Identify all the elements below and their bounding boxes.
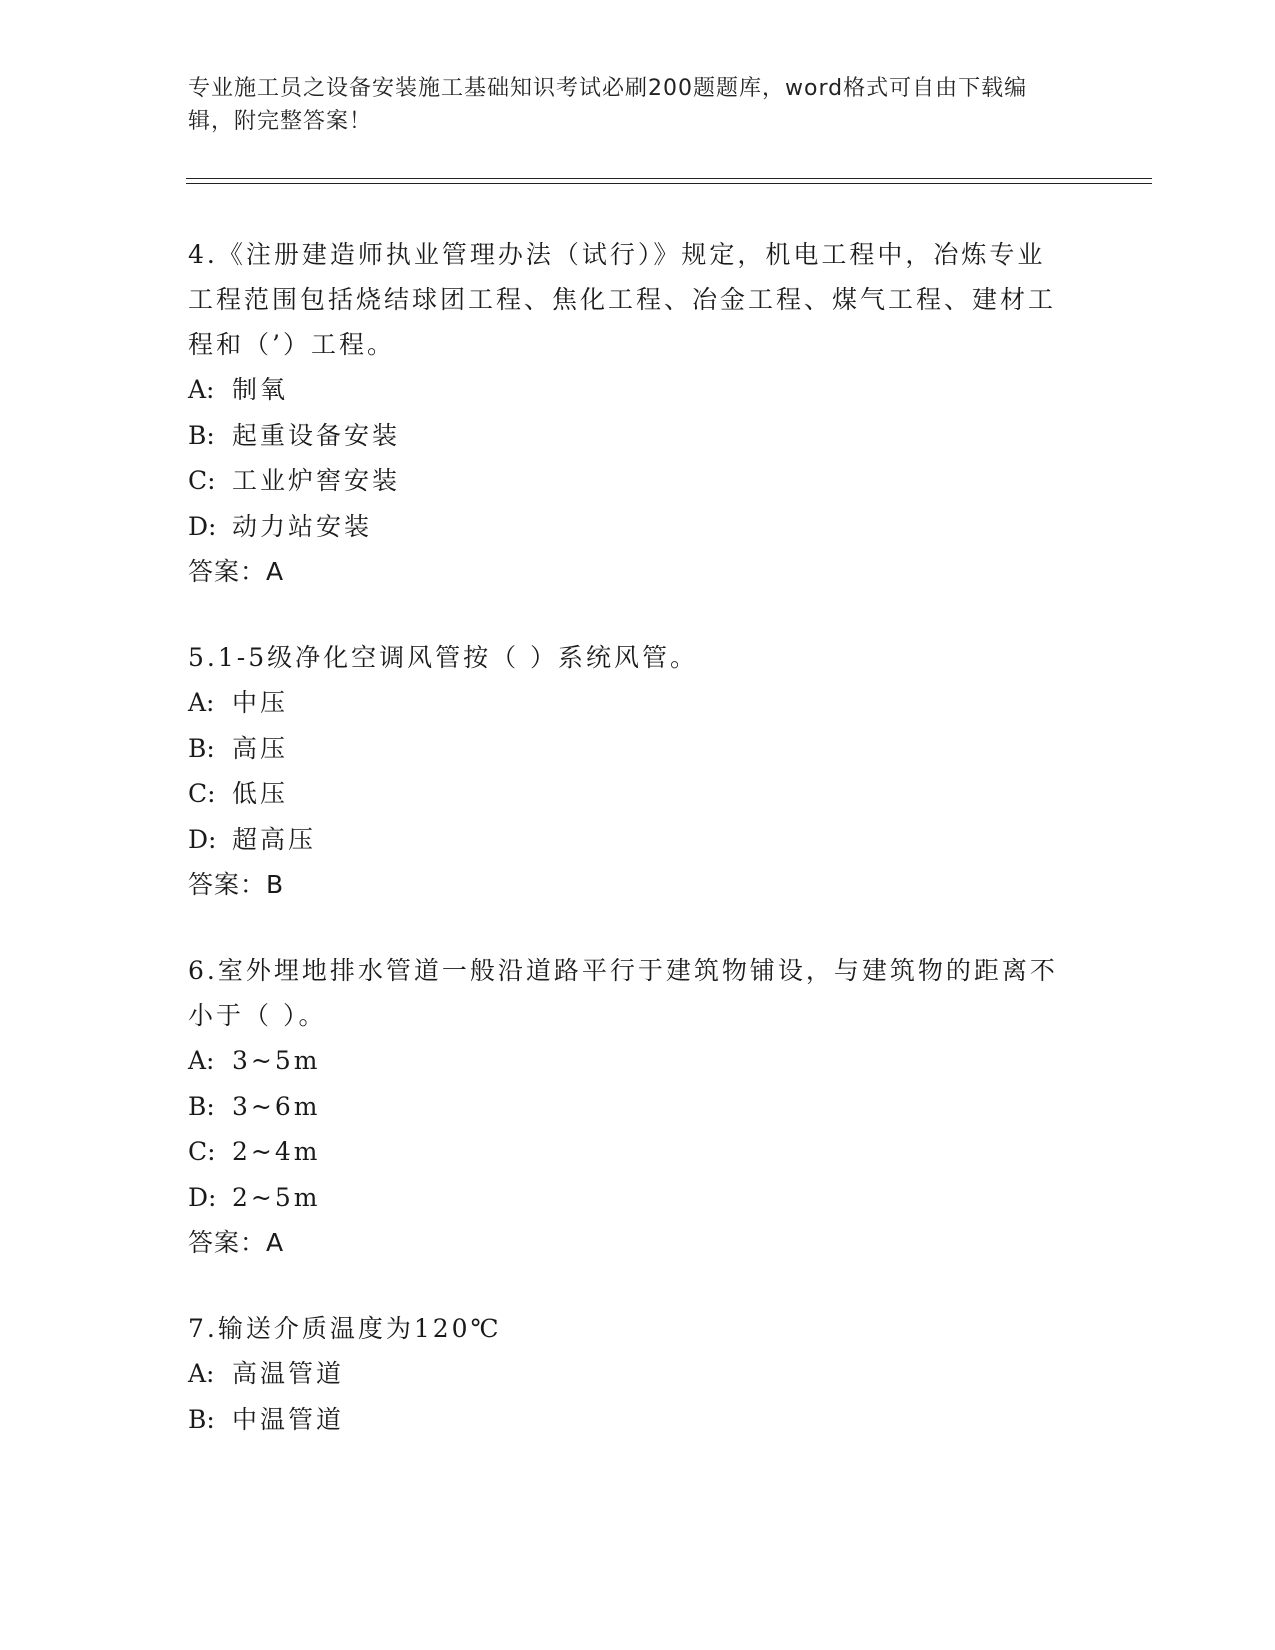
option-text: 3~5m — [232, 1046, 321, 1075]
option-d — [188, 817, 1068, 863]
answer: 答案：B — [188, 870, 285, 899]
option-text: 高温管道 — [232, 1359, 345, 1388]
option-a — [188, 1351, 1068, 1397]
option-label: B: — [188, 1404, 215, 1434]
option-a — [188, 680, 1068, 726]
option-c — [188, 771, 1068, 817]
answer: 答案：A — [188, 1228, 285, 1257]
question-stem: 6.室外埋地排水管道一般沿道路平行于建筑物铺设，与建筑物的距离不小于（ ）。 — [188, 956, 1058, 1030]
option-b — [188, 726, 1068, 772]
option-text: 动力站安装 — [232, 511, 373, 541]
option-text: 中温管道 — [232, 1404, 345, 1434]
option-d — [188, 1175, 1068, 1221]
option-text: 低压 — [232, 779, 289, 808]
question-6 — [188, 948, 1068, 1266]
option-text: 3~6m — [232, 1091, 321, 1121]
option-text: 高压 — [232, 733, 289, 763]
option-label: C: — [188, 1137, 216, 1166]
question-list — [188, 232, 1068, 1482]
option-c — [188, 1129, 1068, 1175]
option-text: 制氧 — [232, 375, 289, 404]
option-text: 起重设备安装 — [232, 420, 401, 450]
answer: 答案：A — [188, 557, 285, 586]
option-label: B: — [188, 733, 215, 763]
header-rule-bottom — [186, 183, 1152, 184]
option-label: D: — [188, 1182, 217, 1212]
document-header — [188, 72, 1068, 138]
option-text: 超高压 — [232, 824, 317, 854]
option-text: 2~4m — [232, 1137, 321, 1166]
option-d — [188, 504, 1068, 550]
option-label: D: — [188, 824, 217, 854]
option-a — [188, 367, 1068, 413]
option-text: 中压 — [232, 688, 289, 717]
option-text: 工业炉窖安装 — [232, 466, 401, 495]
header-rule-top — [186, 178, 1152, 179]
option-label: C: — [188, 466, 216, 495]
option-label: C: — [188, 779, 216, 808]
option-text: 2~5m — [232, 1182, 321, 1212]
question-7 — [188, 1306, 1068, 1442]
option-label: A: — [188, 1046, 215, 1075]
option-b — [188, 413, 1068, 459]
option-b — [188, 1397, 1068, 1443]
option-label: A: — [188, 375, 215, 404]
option-a — [188, 1038, 1068, 1084]
option-label: B: — [188, 1091, 215, 1121]
document-title: 专业施工员之设备安装施工基础知识考试必刷200题题库，word格式可自由下载编辑，附完整答案！ — [188, 76, 1028, 134]
option-c — [188, 458, 1068, 504]
option-label: A: — [188, 1359, 215, 1388]
option-label: B: — [188, 420, 215, 450]
question-5 — [188, 635, 1068, 908]
question-stem: 5.1-5级净化空调风管按（ ）系统风管。 — [188, 643, 699, 672]
option-b — [188, 1084, 1068, 1130]
option-label: A: — [188, 688, 215, 717]
question-stem: 4.《注册建造师执业管理办法（试行）》规定，机电工程中，冶炼专业工程范围包括烧结球团工程、焦化工程、冶金工程、煤气工程、建材工程和（’）工程。 — [188, 240, 1057, 359]
question-4 — [188, 232, 1068, 595]
option-label: D: — [188, 511, 217, 541]
question-stem: 7.输送介质温度为120℃ — [188, 1314, 502, 1343]
